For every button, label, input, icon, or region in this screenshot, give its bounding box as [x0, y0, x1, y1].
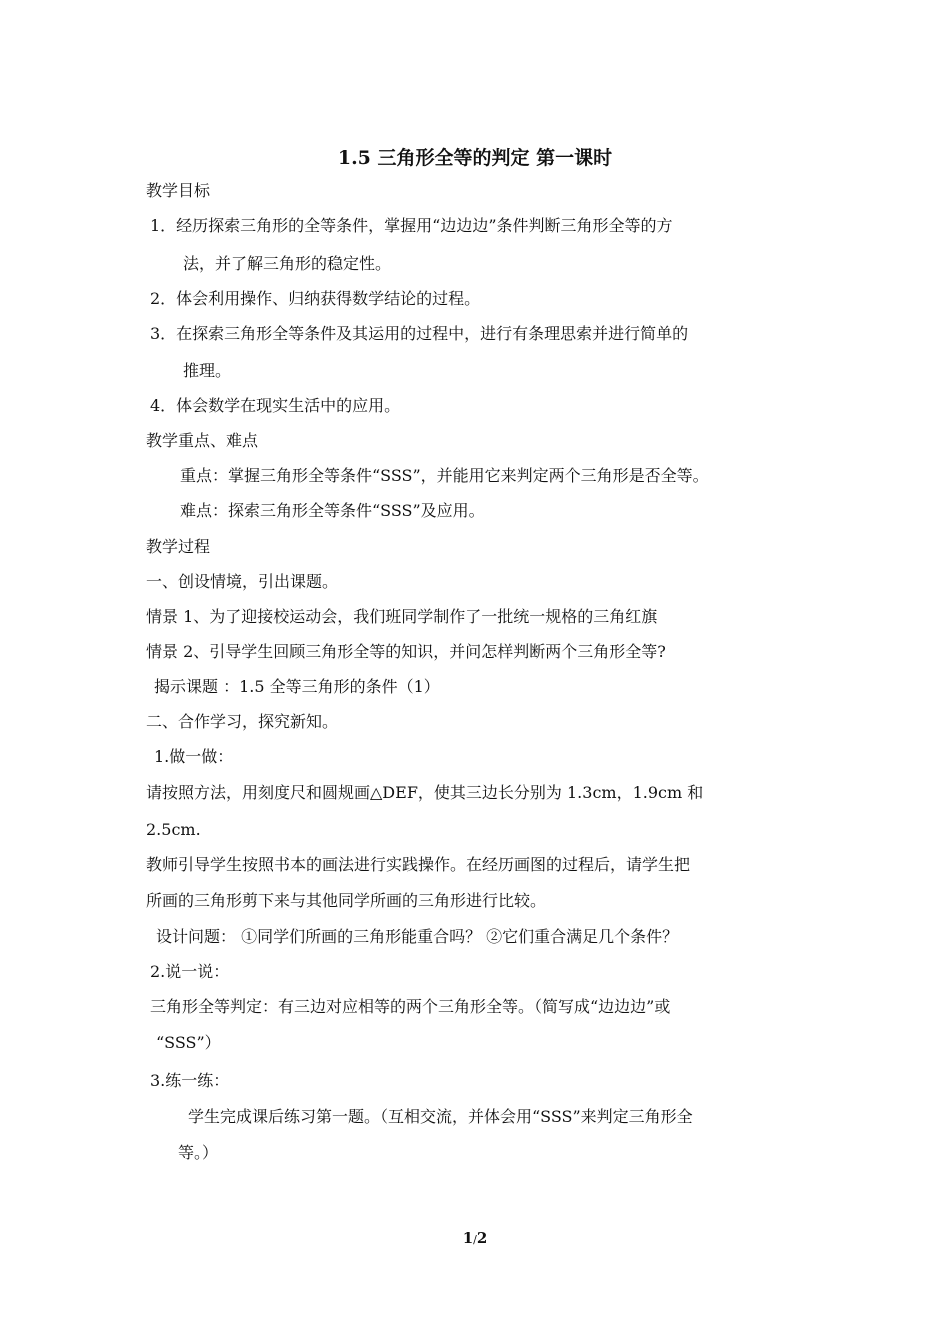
- theorem-sss-continued: “SSS”）: [156, 1033, 221, 1052]
- step-2-heading: 二、合作学习，探究新知。: [146, 712, 339, 731]
- scenario-1: 情景 1、为了迎接校运动会，我们班同学制作了一批统一规格的三角红旗: [146, 607, 658, 626]
- design-questions: 设计问题： ①同学们所画的三角形能重合吗？ ②它们重合满足几个条件？: [156, 927, 679, 946]
- objective-4: 4．体会数学在现实生活中的应用。: [150, 396, 401, 415]
- teacher-guidance: 教师引导学生按照书本的画法进行实践操作。在经历画图的过程后，请学生把: [146, 855, 691, 874]
- objective-3-continued: 推理。: [183, 361, 232, 380]
- page-number: [0, 1229, 950, 1247]
- practice-instruction: 学生完成课后练习第一题。（互相交流，并体会用“SSS”来判定三角形全: [188, 1107, 693, 1126]
- key-point: 重点：掌握三角形全等条件“SSS”，并能用它来判定两个三角形是否全等。: [180, 466, 709, 485]
- teacher-guidance-continued: 所画的三角形剪下来与其他同学所画的三角形进行比较。: [146, 891, 547, 910]
- instruction-continued: 2.5cm.: [146, 820, 201, 839]
- objective-2: 2．体会利用操作、归纳获得数学结论的过程。: [150, 289, 481, 308]
- theorem-sss: 三角形全等判定：有三边对应相等的两个三角形全等。（简写成“边边边”或: [150, 997, 671, 1016]
- document-title: 1.5 三角形全等的判定 第一课时: [337, 147, 613, 169]
- page-separator: /: [473, 1233, 477, 1246]
- objective-1-continued: 法，并了解三角形的稳定性。: [183, 254, 392, 273]
- instruction: 请按照方法，用刻度尺和圆规画△DEF，使其三边长分别为 1.3cm，1.9cm 和: [146, 783, 704, 802]
- objective-3: 3．在探索三角形全等条件及其运用的过程中，进行有条理思索并进行简单的: [150, 324, 689, 343]
- topic-reveal: 揭示课题 ：1.5 全等三角形的条件（1）: [154, 677, 440, 696]
- section-heading-process: 教学过程: [146, 537, 211, 556]
- activity-do: 1.做一做：: [154, 747, 234, 766]
- practice-instruction-continued: 等。）: [178, 1143, 219, 1162]
- current-page: 1: [462, 1229, 474, 1247]
- scenario-2: 情景 2、引导学生回顾三角形全等的知识，并问怎样判断两个三角形全等?: [146, 642, 666, 661]
- total-pages: 2: [476, 1229, 488, 1247]
- section-heading-key-points: 教学重点、难点: [146, 431, 259, 450]
- activity-say: 2.说一说：: [150, 962, 230, 981]
- section-heading-objectives: 教学目标: [146, 181, 211, 200]
- difficult-point: 难点：探索三角形全等条件“SSS”及应用。: [180, 501, 485, 520]
- step-1-heading: 一、创设情境，引出课题。: [146, 572, 339, 591]
- activity-practice: 3.练一练：: [150, 1071, 230, 1090]
- objective-1: 1．经历探索三角形的全等条件，掌握用“边边边”条件判断三角形全等的方: [150, 216, 673, 235]
